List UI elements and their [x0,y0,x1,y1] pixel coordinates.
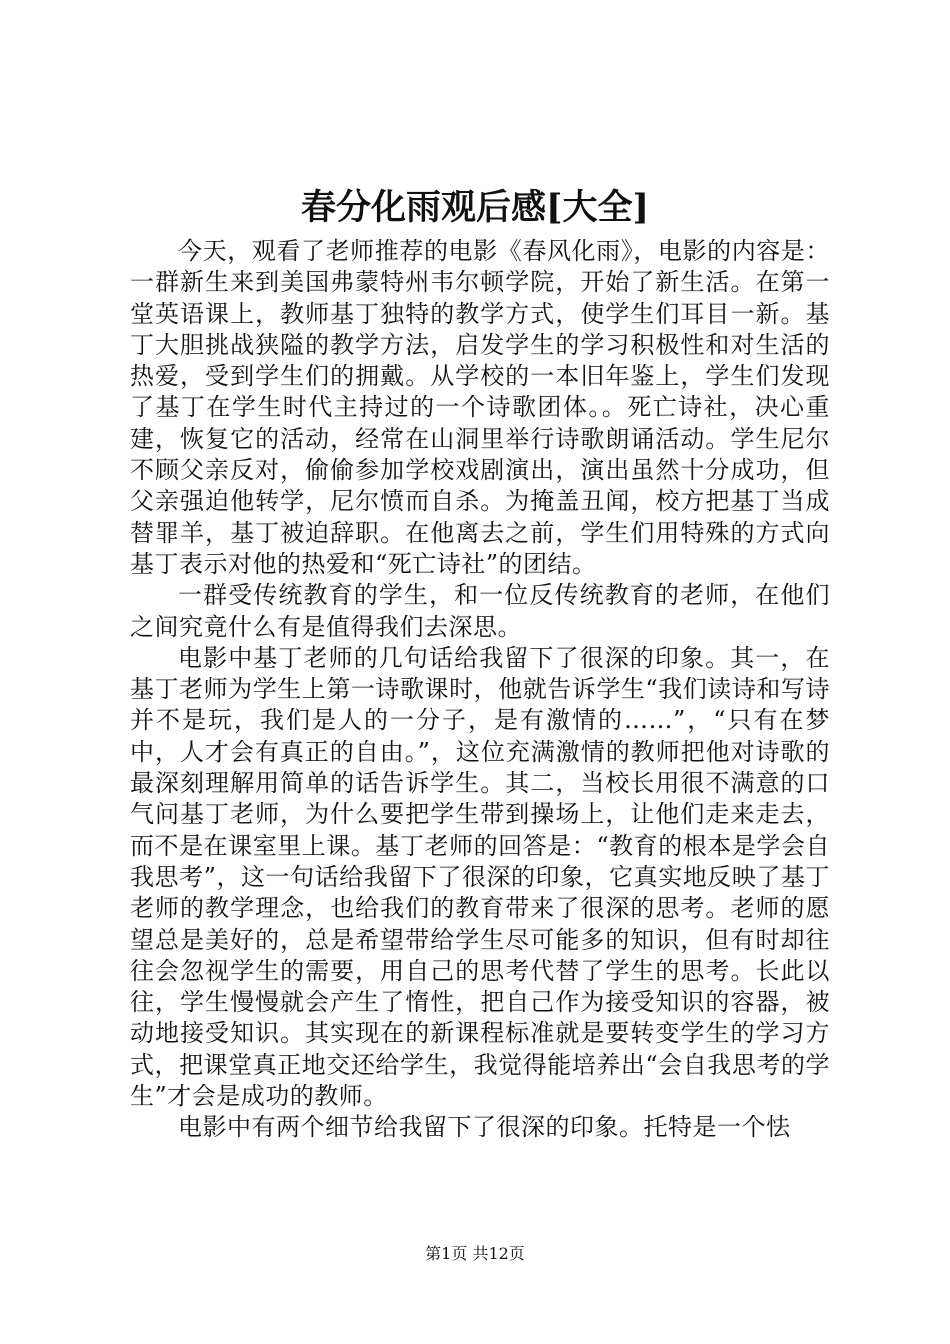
document-title: 春分化雨观后感[大全] [300,187,650,228]
page-number-footer: 第1页 共12页 [425,1244,525,1263]
paragraph-4: 电影中有两个细节给我留下了很深的印象。托特是一个怯 [178,1113,791,1142]
paragraph-1: 今天，观看了老师推荐的电影《春风化雨》，电影的内容是：一群新生来到美国弗蒙特州韦尔顿学院，开始了新生活。在第一堂英语课上，教师基丁独特的教学方式，使学生们耳目一新。基丁大胆挑战狭隘的教学方法，启发学生的学习积极性和对生活的热爱，受到学生们的拥戴。从学校的一本旧年鉴上，学生们发现了基丁在学生时代主持过的一个诗歌团体。。死亡诗社，决心重建，恢复它的活动，经常在山洞里举行诗歌朗诵活动。学生尼尔不顾父亲反对，偷偷参加学校戏剧演出，演出虽然十分成功，但父亲强迫他转学，尼尔愤而自杀。为掩盖丑闻，校方把基丁当成替罪羊，基丁被迫辞职。在他离去之前，学生们用特殊的方式向基丁表示对他的热爱和“死亡诗社”的团结。 [130,237,830,578]
paragraph-2: 一群受传统教育的学生，和一位反传统教育的老师，在他们之间究竟什么有是值得我们去深思。 [130,581,830,641]
paragraph-3: 电影中基丁老师的几句话给我留下了很深的印象。其一，在基丁老师为学生上第一诗歌课时，他就告诉学生“我们读诗和写诗并不是玩，我们是人的一分子，是有激情的……”，“只有在梦中，人才会有真正的自由。”，这位充满激情的教师把他对诗歌的最深刻理解用简单的话告诉学生。其二，当校长用很不满意的口气问基丁老师，为什么要把学生带到操场上，让他们走来走去，而不是在课室里上课。基丁老师的回答是：“教育的根本是学会自我思考”，这一句话给我留下了很深的印象，它真实地反映了基丁老师的教学理念，也给我们的教育带来了很深的思考。老师的愿望总是美好的，总是希望带给学生尽可能多的知识，但有时却往往会忽视学生的需要，用自己的思考代替了学生的思考。长此以往，学生慢慢就会产生了惰性，把自己作为接受知识的容器，被动地接受知识。其实现在的新课程标准就是要转变学生的学习方式，把课堂真正地交还给学生，我觉得能培养出“会自我思考的学生”才会是成功的教师。 [130,643,830,1111]
document-body [130,236,830,1144]
